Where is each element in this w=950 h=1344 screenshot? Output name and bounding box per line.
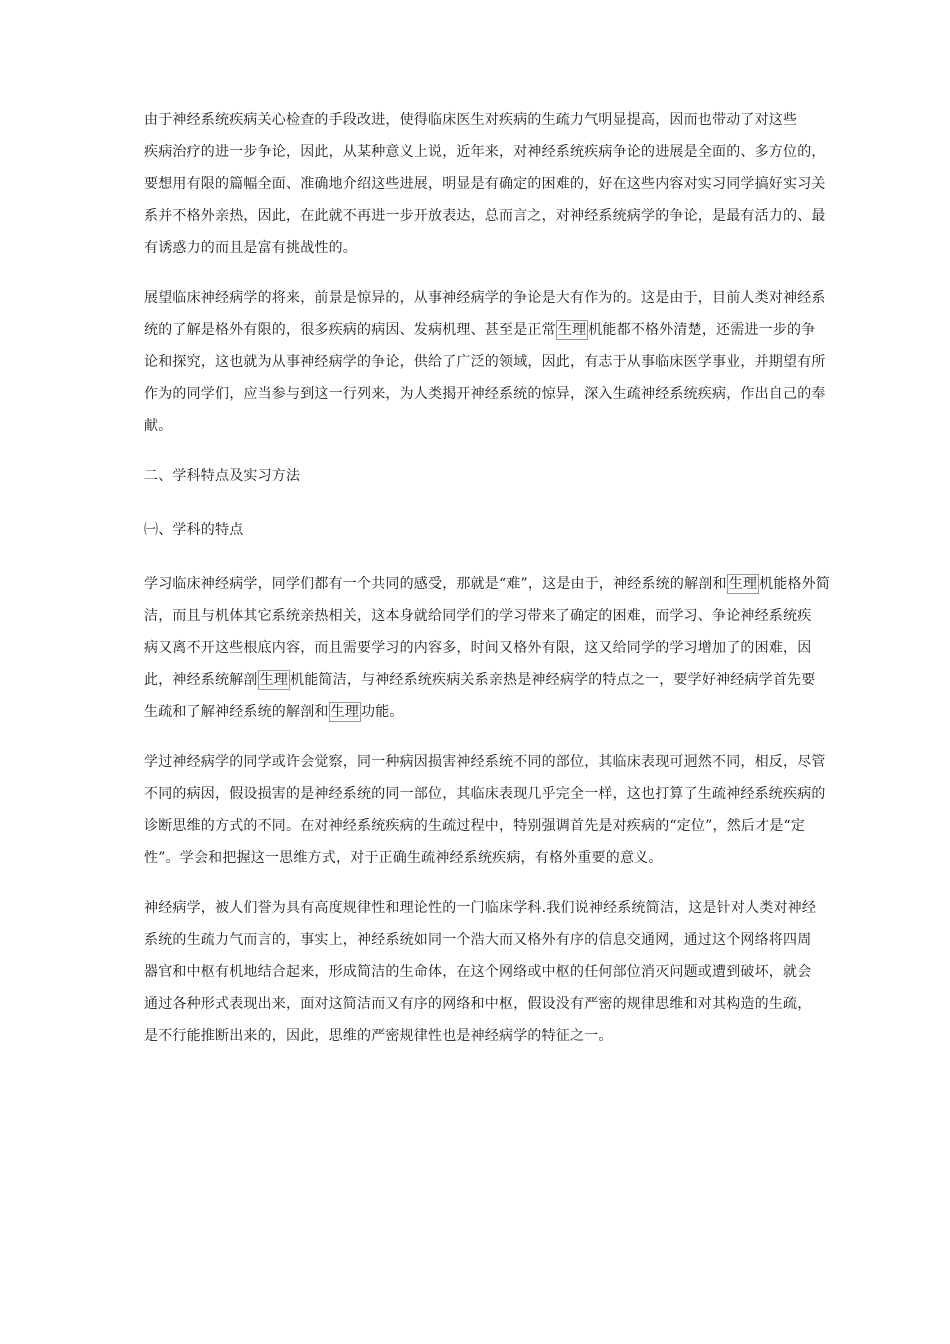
- text-line: 神经病学，被人们誉为具有高度规律性和理论性的一门临床学科.我们说神经系统简洁，这是针对人类对神经: [144, 900, 817, 916]
- text-line: 展望临床神经病学的将来，前景是惊异的，从事神经病学的争论是大有作为的。这是由于，目前人类对神经系: [144, 290, 826, 306]
- text-line: 有诱惑力的而且是富有挑战性的。: [144, 240, 357, 256]
- text-line: ㈠、学科的特点: [144, 522, 244, 538]
- text-line: 性”。学会和把握这一思维方式，对于正确生疏神经系统疾病，有格外重要的意义。: [144, 850, 663, 866]
- document-page: [144, 104, 831, 1070]
- text-line: 疾病治疗的进一步争论，因此，从某种意义上说，近年来，对神经系统疾病争论的进展是全面的、多方位的，: [144, 144, 826, 160]
- text-line: 生疏和了解神经系统的解剖和 生理 功能。: [144, 704, 404, 720]
- paragraph: [144, 282, 826, 442]
- text-line: 学过神经病学的同学或许会觉察，同一种病因损害神经系统不同的部位，其临床表现可迥然不同，相反，尽管: [144, 754, 826, 770]
- text-line: 通过各种形式表现出来，面对这简洁而又有序的网络和中枢，假设没有严密的规律思维和对其构造的生疏，: [144, 996, 812, 1012]
- boxed-term: 生理: [728, 576, 758, 592]
- paragraph: [144, 104, 826, 264]
- text-line: 此，神经系统解剖 生理 机能简洁，与神经系统疾病关系亲热是神经病学的特点之一，要学好神经病学首先要: [144, 672, 816, 688]
- boxed-term: 生理: [557, 322, 587, 338]
- text-line: 由于神经系统疾病关心检查的手段改进，使得临床医生对疾病的生疏力气明显提高，因而也带动了对这些: [144, 112, 798, 128]
- boxed-term: 生理: [259, 672, 289, 688]
- text-line: 系并不格外亲热，因此，在此就不再进一步开放表达，总而言之，对神经系统病学的争论，是最有活力的、最: [144, 208, 826, 224]
- text-line: 作为的同学们，应当参与到这一行列来，为人类揭开神经系统的惊异，深入生疏神经系统疾病，作出自己的奉: [144, 386, 826, 402]
- text-line: 学习临床神经病学，同学们都有一个共同的感受，那就是“难”，这是由于，神经系统的解剖和 生理 机能格外简: [144, 576, 831, 592]
- text-line: 系统的生疏力气而言的，事实上，神经系统如同一个浩大而又格外有序的信息交通网，通过这个网络将四周: [144, 932, 812, 948]
- paragraph: [144, 746, 826, 874]
- text-line: 统的了解是格外有限的，很多疾病的病因、发病机理、甚至是正常 生理 机能都不格外清楚，还需进一步的争: [144, 322, 816, 338]
- text-line: 不同的病因，假设损害的是神经系统的同一部位，其临床表现几乎完全一样，这也打算了生疏神经系统疾病的: [144, 786, 826, 802]
- text-line: 是不行能推断出来的，因此，思维的严密规律性也是神经病学的特征之一。: [144, 1028, 613, 1044]
- paragraph: [144, 568, 831, 728]
- section-heading: [144, 460, 808, 492]
- boxed-term: 生理: [330, 704, 360, 720]
- text-line: 器官和中枢有机地结合起来，形成简洁的生命体，在这个网络或中枢的任何部位消灭问题或遭到破坏，就会: [144, 964, 812, 980]
- text-line: 病又离不开这些根底内容，而且需要学习的内容多，时间又格外有限，这又给同学的学习增加了的困难，因: [144, 640, 812, 656]
- paragraph: [144, 892, 817, 1052]
- text-line: 献。: [144, 418, 173, 434]
- section-heading: [144, 514, 808, 546]
- text-line: 诊断思维的方式的不同。在对神经系统疾病的生疏过程中，特别强调首先是对疾病的“定位”，然后才是“定: [144, 818, 806, 834]
- text-line: 论和探究，这也就为从事神经病学的争论，供给了广泛的领域，因此，有志于从事临床医学事业，并期望有所: [144, 354, 826, 370]
- text-line: 二、学科特点及实习方法: [144, 468, 301, 484]
- text-line: 洁，而且与机体其它系统亲热相关，这本身就给同学们的学习带来了确定的困难，而学习、争论神经系统疾: [144, 608, 812, 624]
- text-line: 要想用有限的篇幅全面、准确地介绍这些进展，明显是有确定的困难的，好在这些内容对实习同学搞好实习关: [144, 176, 826, 192]
